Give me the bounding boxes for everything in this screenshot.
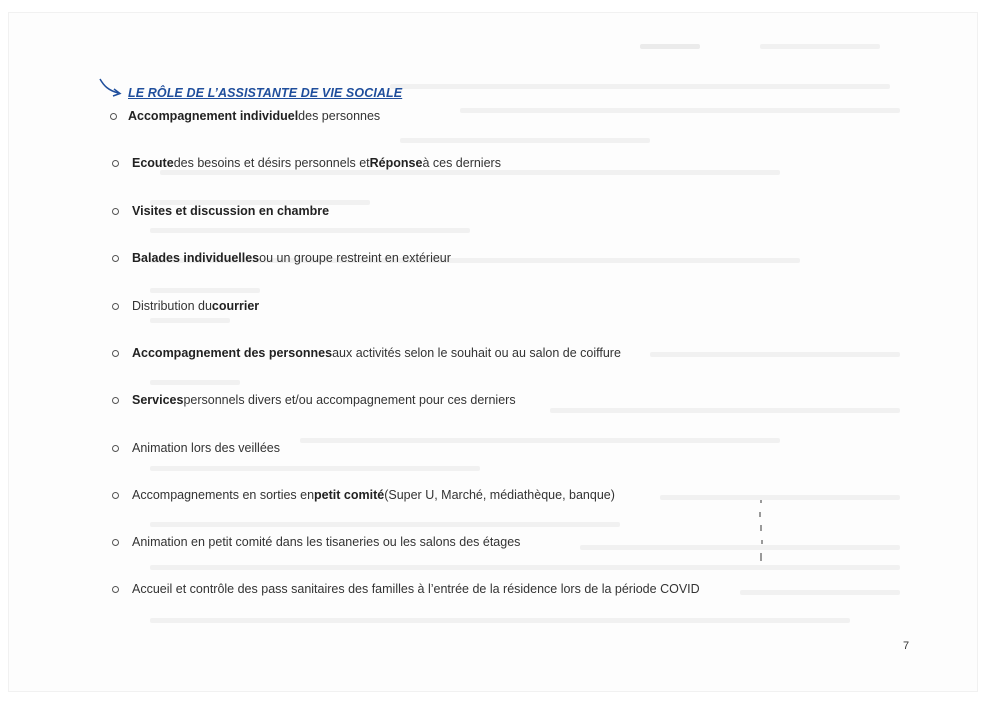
item-text: ou un groupe restreint en extérieur: [259, 251, 451, 265]
item-text: (Super U, Marché, médiathèque, banque): [384, 488, 615, 502]
item-bold-text: Accompagnement des personnes: [132, 346, 333, 360]
list-item: [112, 534, 520, 550]
item-bold-text: Balades individuelles: [132, 251, 260, 265]
circle-bullet-icon: [112, 160, 119, 167]
item-text: Animation lors des veillées: [132, 441, 280, 455]
circle-bullet-icon: [112, 492, 119, 499]
list-item: [112, 392, 516, 408]
circle-bullet-icon: [112, 445, 119, 452]
circle-bullet-icon: [112, 208, 119, 215]
item-text: Distribution du: [132, 299, 212, 313]
scan-mark: [759, 512, 761, 517]
circle-bullet-icon: [112, 397, 119, 404]
list-item: [110, 108, 380, 124]
scan-mark: [760, 525, 762, 531]
item-text: à ces derniers: [422, 156, 501, 170]
item-bold-text: Réponse: [369, 156, 423, 170]
curved-arrow-icon: [98, 76, 124, 100]
list-item: [112, 155, 501, 171]
list-item: [112, 203, 329, 219]
item-text: aux activités selon le souhait ou au salon de coiffure: [332, 346, 621, 360]
circle-bullet-icon: [112, 255, 119, 262]
scan-mark: [760, 500, 762, 503]
list-item: [112, 345, 621, 361]
list-item: [112, 581, 700, 597]
circle-bullet-icon: [112, 303, 119, 310]
circle-bullet-icon: [112, 350, 119, 357]
scan-mark: [761, 540, 763, 544]
item-bold-text: courrier: [211, 299, 260, 313]
circle-bullet-icon: [112, 586, 119, 593]
list-item: [112, 298, 259, 314]
section-title: LE RÔLE DE L’ASSISTANTE DE VIE SOCIALE: [128, 86, 403, 100]
page-number: 7: [903, 640, 910, 652]
circle-bullet-icon: [110, 113, 117, 120]
scan-mark: [760, 553, 762, 561]
list-item: [112, 250, 451, 266]
item-bold-text: Visites et discussion en chambre: [132, 204, 330, 218]
list-item: [112, 440, 280, 456]
item-bold-text: Accompagnement individuel: [128, 109, 299, 123]
list-item: [112, 487, 615, 503]
item-text: personnels divers et/ou accompagnement pour ces derniers: [183, 393, 516, 407]
item-bold-text: petit comité: [314, 488, 385, 502]
item-text: Accompagnements en sorties en: [132, 488, 315, 502]
item-bold-text: Ecoute: [132, 156, 174, 170]
section-heading: [98, 70, 402, 100]
item-bold-text: Services: [132, 393, 184, 407]
item-text: des personnes: [298, 109, 381, 123]
item-text: des besoins et désirs personnels et: [173, 156, 370, 170]
circle-bullet-icon: [112, 539, 119, 546]
item-text: Accueil et contrôle des pass sanitaires des familles à l’entrée de la résidence lors de la période COVID: [132, 582, 700, 596]
item-text: Animation en petit comité dans les tisaneries ou les salons des étages: [132, 535, 521, 549]
